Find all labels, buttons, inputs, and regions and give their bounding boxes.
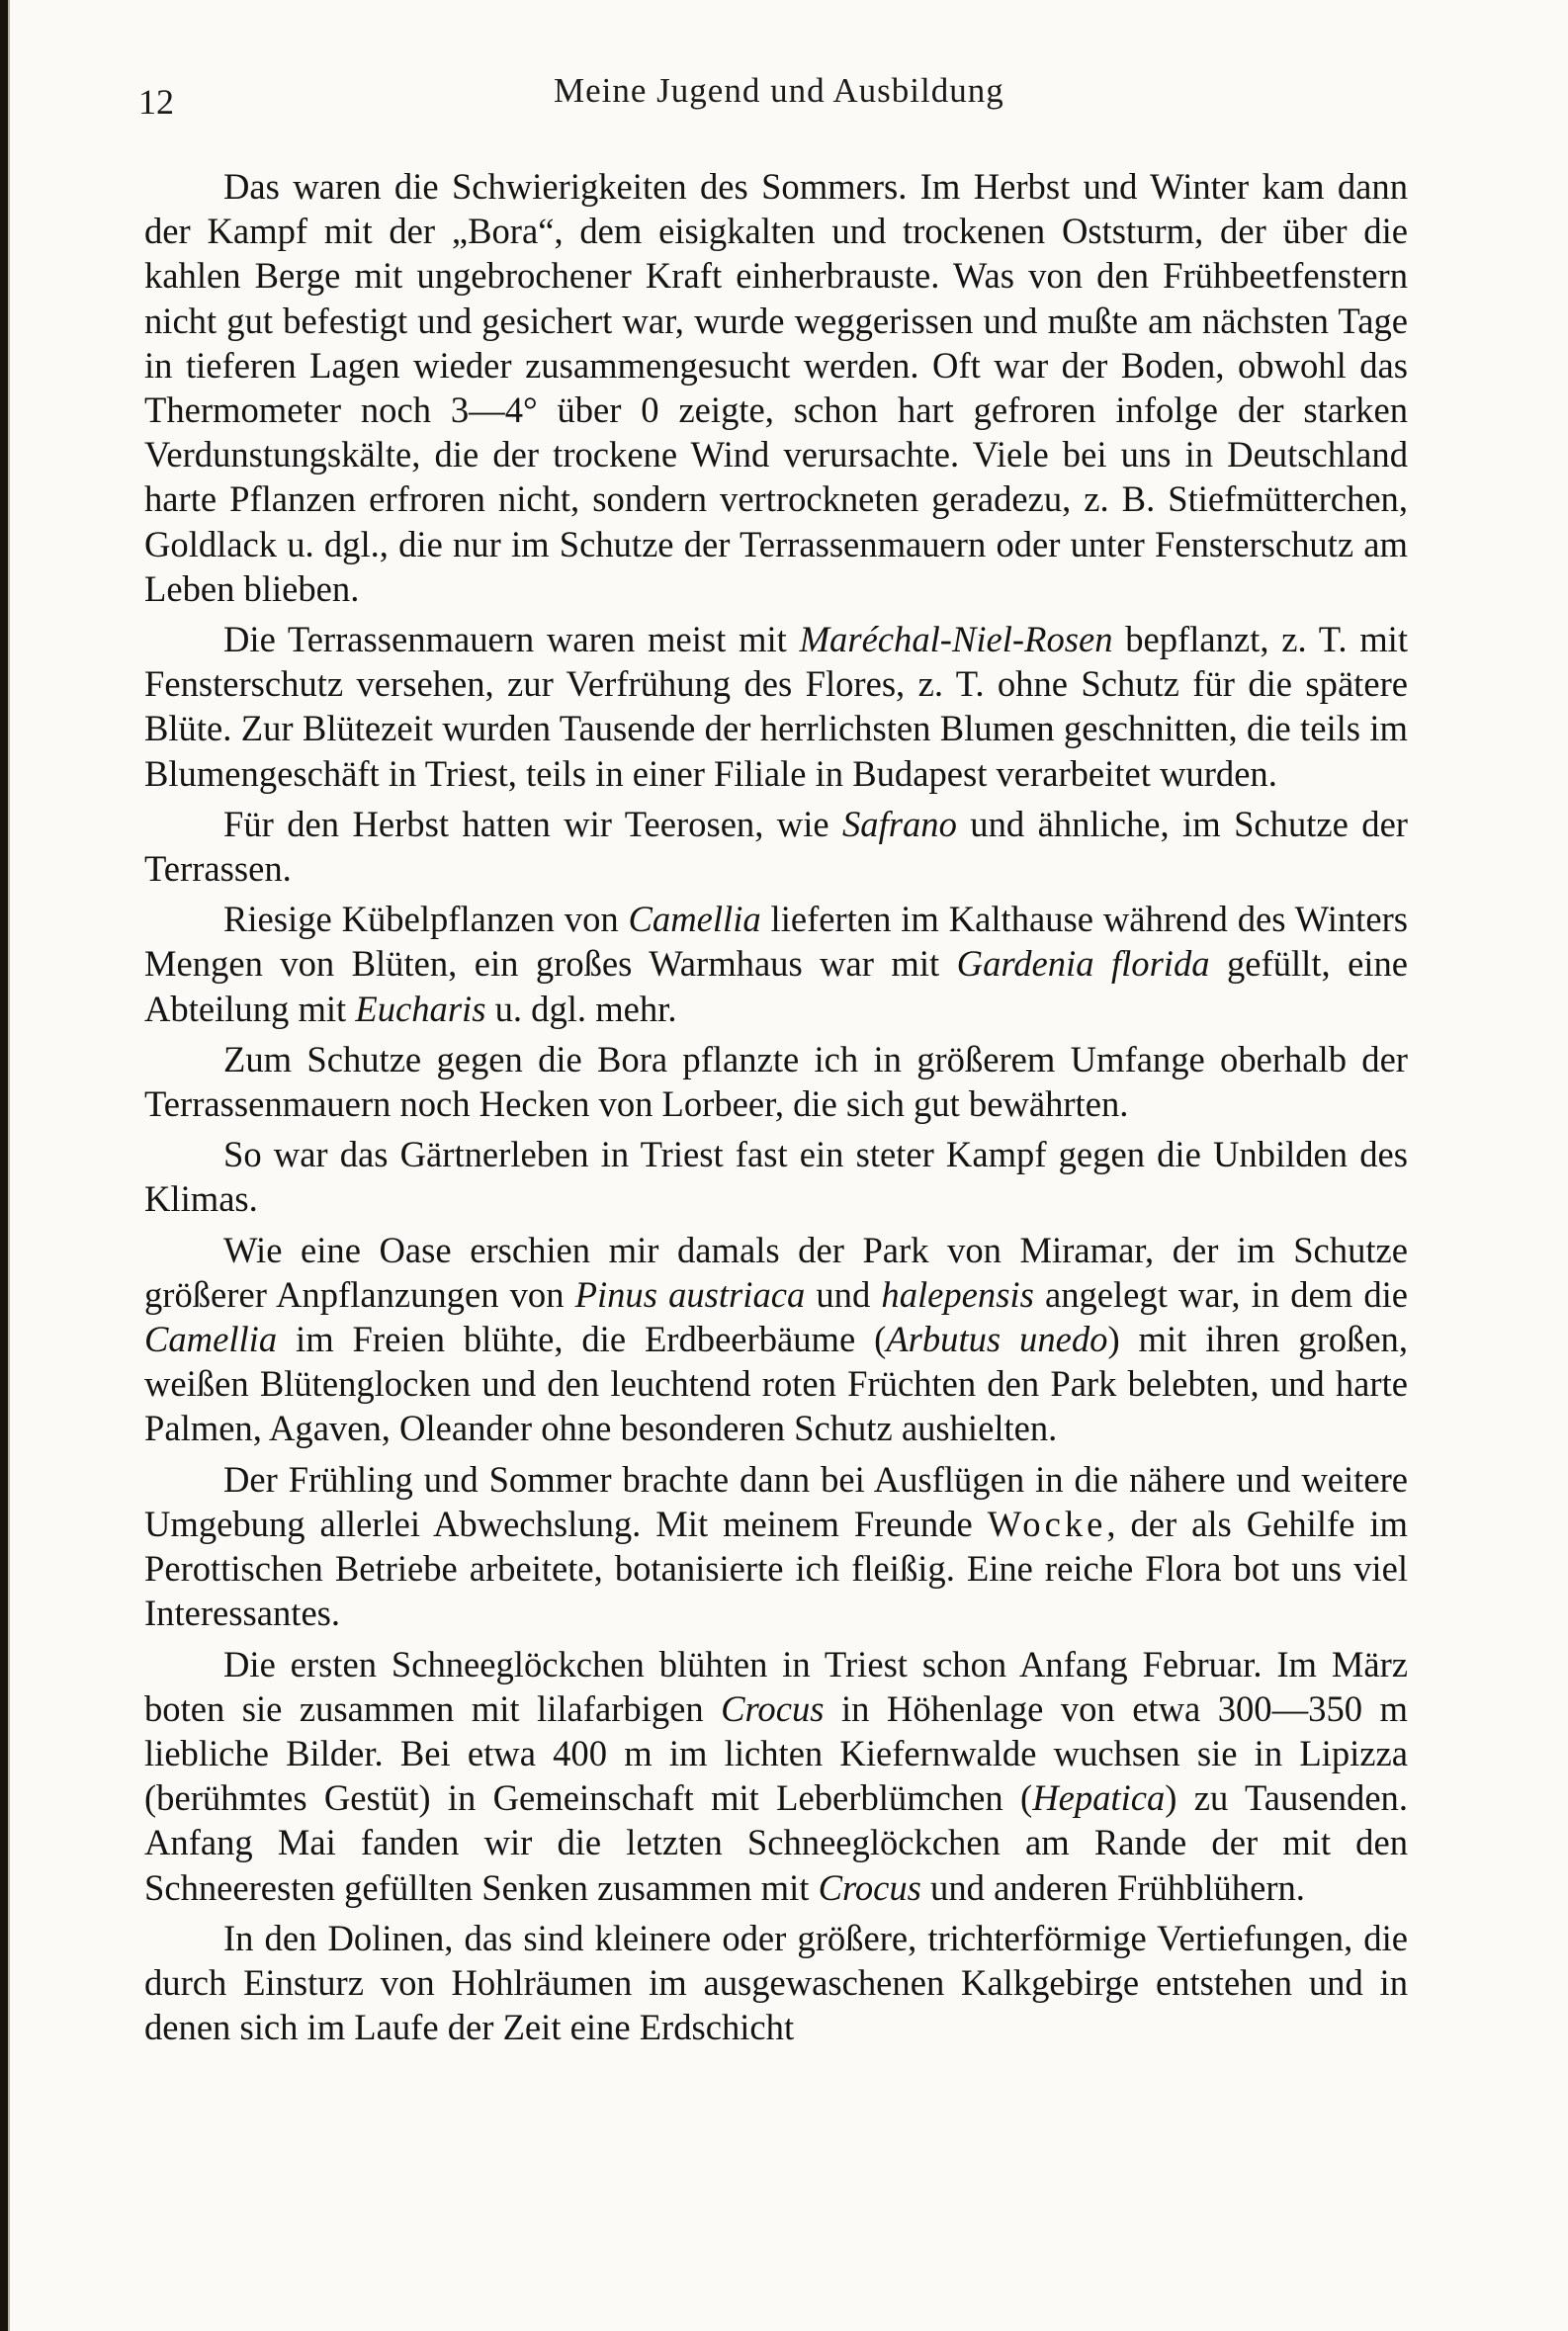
text-run: Das waren die Schwierigkeiten des Sommers. Im Herbst und Winter kam dann der Kampf mit der „Bora“, dem eisigkalten und trockenen Oststurm, der über die kahlen Berge mit ungebrochener Kraft einherbrauste. Was von den Frühbeetfenstern nicht gut befestigt und gesichert war, wurde weggerissen und mußte am nächsten Tage in tieferen Lagen wieder zusammengesucht werden. Oft war der Boden, obwohl das Thermometer noch 3—4° über 0 zeigte, schon hart gefroren infolge der starken Verdunstungskälte, die der trockene Wind verursachte. Viele bei uns in Deutschland harte Pflanzen erfroren nicht, sondern vertrockneten geradezu, z. B. Stiefmütterchen, Goldlack u. dgl., die nur im Schutze der Terrassenmauern oder unter Fensterschutz am Leben blieben. bbox=[144, 166, 1408, 609]
text-run: ) mit ihren großen, weißen Blütenglocken und den leuchtend roten Früchten den Park belebten, und harte Palmen, Agaven, Oleander ohne besonderen Schutz aushielten. bbox=[144, 1319, 1408, 1449]
italic-plant-name: Camellia bbox=[628, 899, 761, 940]
text-run: , der als Gehilfe im Perottischen Betriebe arbeitete, botanisierte ich fleißig. Eine reiche Flora bot uns viel Interessantes. bbox=[144, 1503, 1409, 1634]
text-run: Riesige Kübelpflanzen von bbox=[223, 899, 629, 940]
italic-plant-name: Maréchal-Niel-Rosen bbox=[799, 619, 1113, 660]
paragraph bbox=[144, 1457, 1408, 1636]
text-run: und anderen Frühblühern. bbox=[920, 1866, 1305, 1908]
italic-plant-name: Hepatica bbox=[1032, 1777, 1166, 1819]
text-run: Zum Schutze gegen die Bora pflanzte ich in größerem Umfange oberhalb der Terrassenmauern noch Hecken von Lorbeer, die sich gut bewährten. bbox=[144, 1038, 1408, 1125]
italic-plant-name: Safrano bbox=[842, 803, 957, 844]
text-run: in Höhenlage von etwa 300—350 m liebliche Bilder. Bei etwa 400 m im lichten Kiefernwalde wuchsen sie in Lipizza (berühmtes Gestüt) in Gemeinschaft mit Leberblümchen ( bbox=[144, 1687, 1408, 1819]
running-title: Meine Jugend und Ausbildung bbox=[554, 71, 1004, 110]
paragraph bbox=[144, 617, 1408, 796]
italic-plant-name: Eucharis bbox=[355, 988, 486, 1029]
paragraph bbox=[144, 164, 1408, 611]
text-run: und ähnliche, im Schutze der Terrassen. bbox=[144, 803, 1408, 890]
italic-plant-name: Pinus austriaca bbox=[574, 1273, 806, 1315]
italic-plant-name: Crocus bbox=[818, 1866, 921, 1908]
page-number: 12 bbox=[138, 82, 174, 122]
text-run: und bbox=[805, 1273, 882, 1315]
text-run: Die ersten Schneeglöckchen blühten in Triest schon Anfang Februar. Im März boten sie zusammen mit lilafarbigen bbox=[144, 1643, 1408, 1729]
text-run: In den Dolinen, das sind kleinere oder größere, trichterförmige Vertiefungen, die durch Einsturz von Hohlräumen im ausgewaschenen Kalkgebirge entstehen und in denen sich im Laufe der Zeit eine Erdschicht bbox=[144, 1917, 1408, 2048]
text-run: Der Frühling und Sommer brachte dann bei Ausflügen in die nähere und weitere Umgebung allerlei Abwechslung. Mit meinem Freunde bbox=[144, 1458, 1408, 1544]
text-run: Für den Herbst hatten wir Teerosen, wie bbox=[223, 803, 843, 844]
text-run: im Freien blühte, die Erdbeerbäume ( bbox=[277, 1319, 887, 1360]
paragraph bbox=[144, 1228, 1408, 1451]
paragraph bbox=[144, 1642, 1408, 1910]
italic-plant-name: Camellia bbox=[144, 1319, 278, 1360]
text-run: angelegt war, in dem die bbox=[1033, 1273, 1409, 1315]
paragraph bbox=[144, 802, 1408, 891]
text-run: Die Terrassenmauern waren meist mit bbox=[223, 619, 800, 660]
text-run: u. dgl. mehr. bbox=[485, 988, 677, 1029]
italic-plant-name: Crocus bbox=[721, 1687, 825, 1729]
paragraph bbox=[144, 1132, 1408, 1221]
italic-plant-name: halepensis bbox=[881, 1273, 1034, 1315]
italic-plant-name: Gardenia florida bbox=[956, 943, 1210, 985]
book-page bbox=[8, 0, 1568, 2331]
paragraph bbox=[144, 897, 1408, 1031]
paragraph bbox=[144, 1916, 1408, 2050]
body-text bbox=[144, 164, 1408, 2049]
spaced-name: Wocke bbox=[987, 1503, 1107, 1544]
paragraph bbox=[144, 1037, 1408, 1126]
text-run: ) zu Tausenden. Anfang Mai fanden wir die letzten Schneeglöckchen am Rande der mit den Schneeresten gefüllten Senken zusammen mit bbox=[144, 1777, 1408, 1908]
text-run: Wie eine Oase erschien mir damals der Park von Miramar, der im Schutze größerer Anpflanzungen von bbox=[144, 1229, 1408, 1315]
text-run: bepflanzt, z. T. mit Fensterschutz versehen, zur Verfrühung des Flores, z. T. ohne Schutz für die spätere Blüte. Zur Blütezeit wurden Tausende der herrlichsten Blumen geschnitten, die teils im Blumengeschäft in Triest, teils in einer Filiale in Budapest verarbeitet wurden. bbox=[144, 619, 1408, 794]
text-run: lieferten im Kalthause während des Winters Mengen von Blüten, ein großes Warmhaus war mit bbox=[144, 899, 1408, 985]
text-run: gefüllt, eine Abteilung mit bbox=[144, 943, 1408, 1029]
page-header bbox=[138, 65, 1404, 125]
italic-plant-name: Arbutus unedo bbox=[886, 1319, 1108, 1360]
text-run: So war das Gärtnerleben in Triest fast ein steter Kampf gegen die Unbilden des Klimas. bbox=[144, 1134, 1408, 1220]
